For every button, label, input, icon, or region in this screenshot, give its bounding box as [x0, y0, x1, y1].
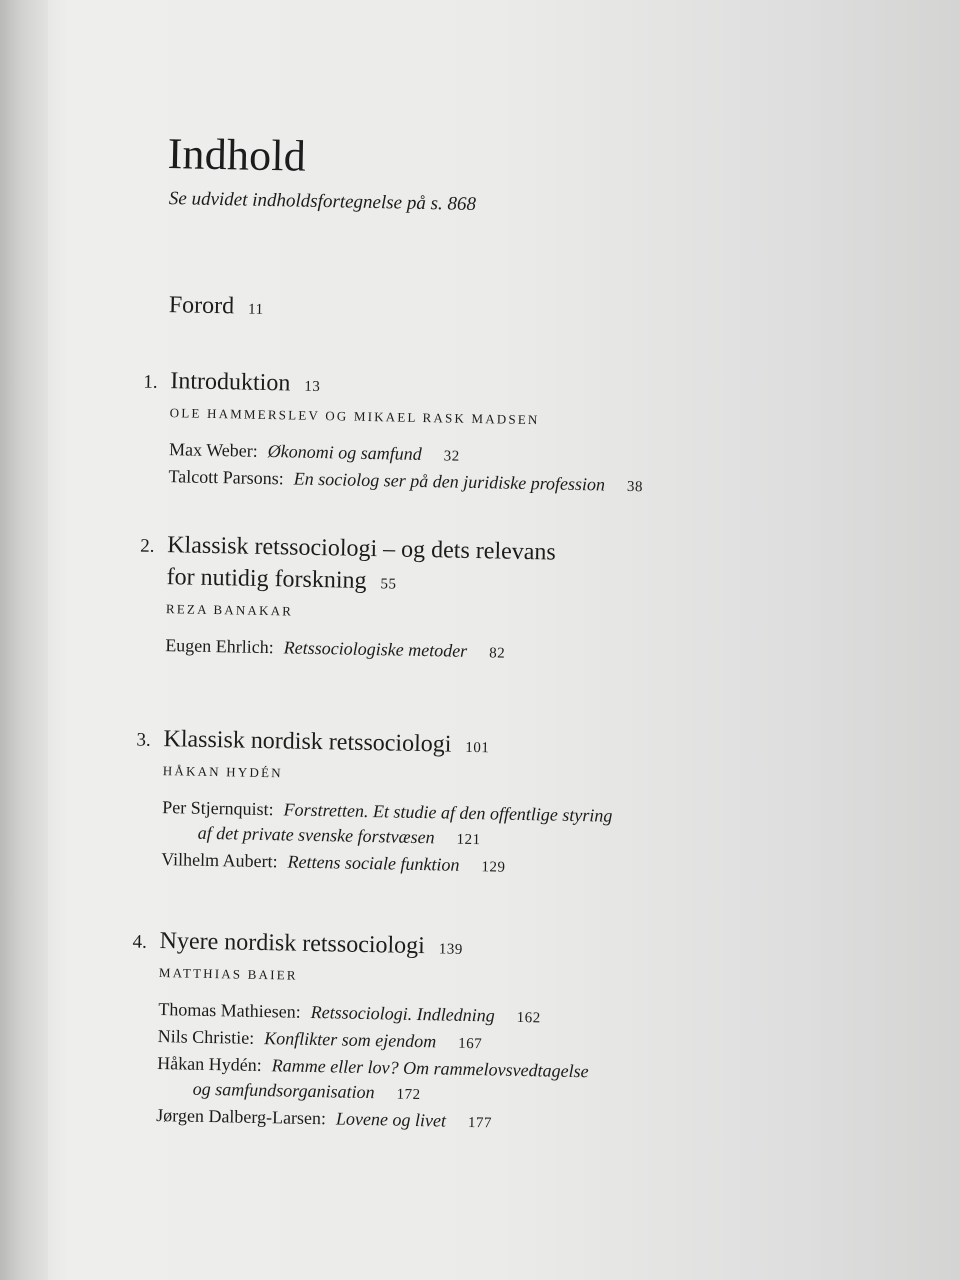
- reading-title: Ramme eller lov? Om rammelovsvedtagelse: [271, 1055, 589, 1082]
- reading-author: Nils Christie:: [157, 1026, 255, 1048]
- chapter-number: 1.: [143, 371, 158, 393]
- reading-list: [134, 795, 755, 886]
- reading-page: 177: [467, 1114, 493, 1132]
- chapter-authors: REZA BANAKAR: [165, 601, 294, 619]
- reading-title: Lovene og livet: [335, 1108, 447, 1131]
- reading-author: Eugen Ehrlich:: [165, 635, 274, 658]
- chapter-authors: MATTHIAS BAIER: [158, 965, 298, 983]
- chapter-page: 13: [304, 378, 321, 396]
- chapter-authors: HÅKAN HYDÉN: [162, 763, 283, 781]
- reading-title: Retssociologi. Indledning: [310, 1001, 495, 1026]
- reading-title: og samfundsorganisation: [192, 1078, 375, 1103]
- chapter-page: 139: [438, 941, 463, 958]
- reading-list: [141, 437, 762, 503]
- reading-page: 82: [488, 645, 506, 662]
- chapter-entry: [141, 366, 763, 503]
- reading-page: 172: [396, 1086, 421, 1104]
- reading-list: [138, 633, 758, 672]
- reading-author: Max Weber:: [168, 439, 258, 461]
- page-title: Indhold: [167, 129, 307, 181]
- foreword-entry: [169, 292, 264, 321]
- reading-author: Talcott Parsons:: [168, 466, 284, 489]
- chapter-page: 55: [380, 576, 397, 593]
- reading-title: Forstretten. Et studie af den offentlige styring: [283, 799, 613, 826]
- chapter-title-text: Klassisk nordisk retssociologi: [163, 726, 452, 758]
- reading-author: Vilhelm Aubert:: [161, 849, 278, 872]
- chapter-title-text: Nyere nordisk retssociologi: [159, 928, 426, 960]
- reading-author: Jørgen Dalberg-Larsen:: [156, 1105, 327, 1129]
- chapter-entry: [138, 530, 760, 672]
- chapter-number: 4.: [132, 931, 148, 953]
- foreword-page: 11: [247, 301, 264, 318]
- reading-title: af det private svenske forstvæsen: [197, 822, 435, 848]
- reading-title: Rettens sociale funktion: [287, 851, 460, 875]
- reading-title: Økonomi og samfund: [267, 441, 422, 464]
- chapter-entry: [129, 926, 753, 1142]
- reading-author: Håkan Hydén:: [157, 1053, 262, 1076]
- reading-page: 167: [458, 1035, 483, 1053]
- chapter-title: [143, 366, 764, 411]
- chapter-entry: [134, 724, 757, 886]
- reading-author: Thomas Mathiesen:: [158, 999, 301, 1022]
- reading-title: Retssociologiske metoder: [283, 637, 468, 661]
- reading-page: 38: [626, 478, 644, 496]
- chapter-page: 101: [465, 739, 490, 757]
- reading-page: 162: [516, 1009, 541, 1027]
- reading-page: 121: [456, 831, 481, 849]
- chapter-number: 3.: [136, 729, 151, 751]
- reading-title: En sociolog ser på den juridiske profession: [293, 468, 606, 495]
- chapter-title-text: Introduktion: [170, 368, 291, 397]
- reading-page: 32: [443, 448, 460, 465]
- chapter-title-text: for nutidig forskning: [166, 564, 367, 594]
- chapter-title-text: Klassisk retssociologi – og dets relevans: [166, 532, 557, 566]
- reading-page: 129: [481, 859, 506, 876]
- chapter-title: [132, 926, 753, 971]
- foreword-label: Forord: [168, 292, 235, 320]
- reading-author: Per Stjernquist:: [162, 797, 274, 820]
- page-subtitle: Se udvidet indholdsfortegnelse på s. 868: [168, 188, 477, 215]
- reading-list: [129, 997, 751, 1142]
- chapter-number: 2.: [139, 535, 155, 557]
- chapter-title: [136, 724, 757, 769]
- reading-entry: [165, 633, 758, 671]
- reading-title: Konflikter som ejendom: [264, 1028, 437, 1052]
- chapter-authors: OLE HAMMERSLEV OG MIKAEL RASK MADSEN: [169, 405, 540, 428]
